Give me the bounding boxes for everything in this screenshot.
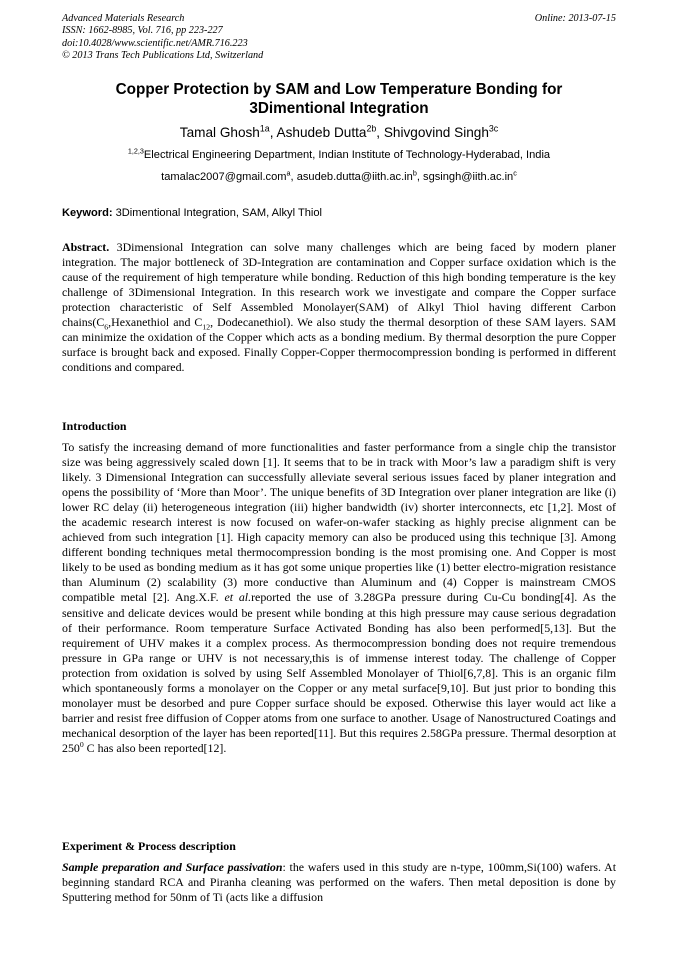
email-mark: c xyxy=(513,168,517,178)
experiment-paragraph xyxy=(62,860,616,905)
intro-text: C has also been reported[12]. xyxy=(83,740,227,755)
author-list xyxy=(62,124,616,141)
author-name: Shivgovind Singh xyxy=(383,125,489,140)
section-heading-introduction: Introduction xyxy=(62,419,127,433)
author-affil-mark: 1a xyxy=(259,123,270,134)
affiliation-mark: 1,2,3 xyxy=(127,146,144,156)
abstract-text: ,Hexanethiol and C xyxy=(108,315,203,330)
title-line-1: Copper Protection by SAM and Low Temperature Bonding for xyxy=(115,81,563,98)
subscript: 12 xyxy=(202,322,211,332)
et-al: et al. xyxy=(224,590,252,605)
subscript: 6 xyxy=(104,322,109,332)
experiment-text: : the wafers used in this study are n-type, 100mm,Si(100) wafers. At beginning standard RCA and Piranha cleaning was performed on the wafers. Then metal deposition is done by Sputtering method for 50nm of Ti (acts like a diffusion xyxy=(62,860,617,905)
degree-mark: 0 xyxy=(79,739,84,749)
keyword-text: 3Dimentional Integration, SAM, Alkyl Thiol xyxy=(112,207,322,219)
abstract-text: 3Dimensional Integration can solve many challenges which are being faced by modern planer integration. The major bottleneck of 3D-Integration are contamination and Copper surface oxidation which is the cause of the requirement of high temperature while bonding. Reduction of this high bonding temperature is the key challenge of 3Dimensional Integration. In this research work we investigate and compare the Copper surface protection characteristic of Self Assembled Monolayer(SAM) of Alkyl Thiol having different Carbon chains(C xyxy=(62,240,616,330)
paper-title xyxy=(62,80,616,118)
section-heading-experiment: Experiment & Process description xyxy=(62,839,236,853)
introduction-paragraph xyxy=(62,440,616,756)
journal-header xyxy=(62,13,616,62)
intro-text: reported the use of 3.28GPa pressure during Cu-Cu bonding[4]. As the sensitive and delicate devices would be present while bonding at this high pressure may cause serious degradation of their performance. Room temperature Surface Activated Bonding has also been performed[5,13]. But the requirement of UHV makes it a complex process. As thermocompression bonding does not require tremendous pressure in GPa range or UHV is not necessary,this is of immense interest today. The challenge of Copper protection from oxidation is solved by using Self Assembled Monolayer of Thiol[6,7,8]. This is an organic film which spontaneously forms a monolayer on the Copper or any metal surface[9,10]. But just prior to bonding this monolayer must be desorbed and pure Copper surface should be exposed. Otherwise this layer would act like a barrier and resist free diffusion of Copper atoms from one surface to another. Usage of Nanostructured Coatings and mechanical desorption of the layer has been reported[11]. But this requires 2.58GPa pressure. Thermal desorption at 250 xyxy=(62,590,616,755)
abstract-label: Abstract. xyxy=(62,240,110,254)
intro-text: To satisfy the increasing demand of more functionalities and faster performance from a single chip the transistor size was being aggressively scaled down [1]. It seems that to be in track with Moor’s law a paradigm shift is very likely. 3 Dimensional Integration can successfully alleviate several serious issues faced by planer integration and opens the possibility of ‘More than Moor’. The unique benefits of 3D Integration over planer integration are like (i) lower RC delay (ii) heterogeneous integration (iii) higher bandwidth (iv) shorter interconnects, etc [1,2]. Most of the academic research interest is now focused on wafer-on-wafer stacking as highly precise alignment can be achieved from such integration [1]. High capacity memory can also be produced using this technique [3]. Among different bonding techniques metal thermocompression bonding is the most promising one. And Copper is most likely to be used as bonding medium as it has got some unique properties like (1) better electro-migration resistance than Aluminum (2) scalability (3) more conductive than Aluminum and (4) Copper is mainstream CMOS compatible metal [2]. Ang.X.F. xyxy=(62,440,616,605)
online-date: Online: 2013-07-15 xyxy=(534,13,616,24)
title-line-2: 3Dimentional Integration xyxy=(249,100,429,117)
affiliation-text: Electrical Engineering Department, Indian Institute of Technology-Hyderabad, India xyxy=(143,149,551,161)
author-email: sgsingh@iith.ac.in xyxy=(423,171,514,183)
abstract-paragraph xyxy=(62,240,616,375)
author-affil-mark: 3c xyxy=(488,123,499,134)
author-name: Tamal Ghosh xyxy=(179,125,260,140)
author-email: tamalac2007@gmail.com xyxy=(161,171,287,183)
author-separator: , xyxy=(376,125,384,140)
author-separator: , xyxy=(269,125,277,140)
email-separator: , xyxy=(416,171,424,183)
abstract-text: , Dodecanethiol). We also study the thermal desorption of these SAM layers. SAM can minimize the oxidation of the Copper which acts as a bonding medium. By thermal desorption the pure Copper surface is brought back and exposed. Finally Copper-Copper thermocompression bonding is performed in different conditions and compared. xyxy=(62,315,616,375)
journal-issn: ISSN: 1662-8985, Vol. 716, pp 223-227 xyxy=(62,25,223,37)
subsection-lead: Sample preparation and Surface passivation xyxy=(62,860,283,874)
author-name: Ashudeb Dutta xyxy=(276,125,367,140)
keyword-label: Keyword: xyxy=(62,207,113,219)
email-mark: b xyxy=(412,168,417,178)
journal-copyright: © 2013 Trans Tech Publications Ltd, Switzerland xyxy=(62,49,264,61)
author-email: asudeb.dutta@iith.ac.in xyxy=(296,171,413,183)
email-mark: a xyxy=(286,168,291,178)
email-list xyxy=(62,170,616,185)
keywords xyxy=(62,206,616,220)
journal-name: Advanced Materials Research xyxy=(62,13,185,24)
author-affil-mark: 2b xyxy=(366,123,377,134)
affiliation xyxy=(62,148,616,163)
journal-doi: doi:10.4028/www.scientific.net/AMR.716.223 xyxy=(62,37,248,49)
email-separator: , xyxy=(290,171,297,183)
